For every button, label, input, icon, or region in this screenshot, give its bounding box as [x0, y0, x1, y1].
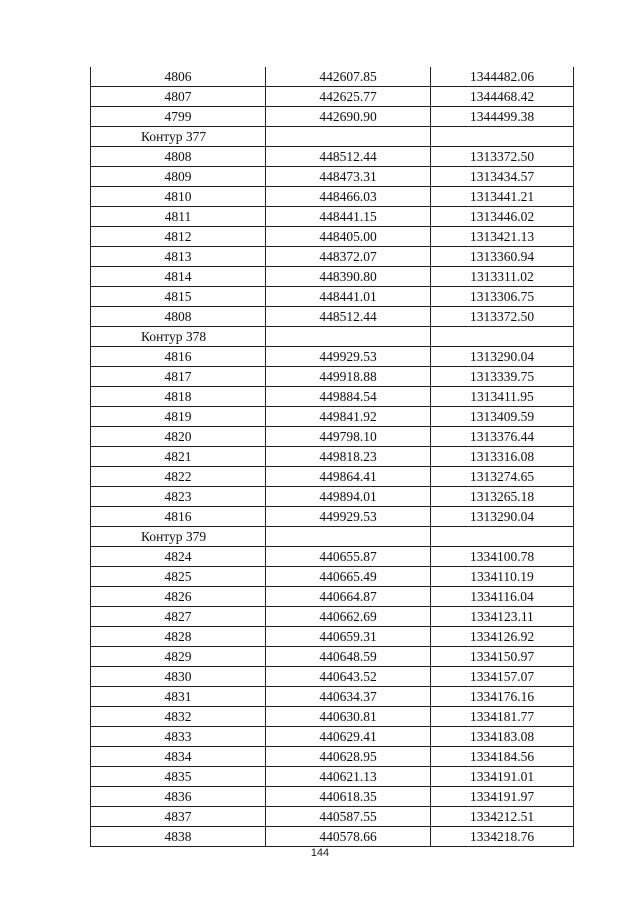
x-coordinate-cell: 448473.31 — [266, 167, 431, 187]
table-row — [91, 587, 574, 607]
y-coordinate-cell: 1313290.04 — [431, 347, 574, 367]
point-number-cell: 4806 — [91, 67, 266, 87]
x-coordinate-cell: 449884.54 — [266, 387, 431, 407]
table-row — [91, 647, 574, 667]
point-number-cell: 4819 — [91, 407, 266, 427]
coordinates-table — [90, 67, 574, 847]
table-row — [91, 247, 574, 267]
point-number-cell: 4833 — [91, 727, 266, 747]
y-coordinate-cell: 1334157.07 — [431, 667, 574, 687]
point-number-cell: 4815 — [91, 287, 266, 307]
table-row — [91, 567, 574, 587]
y-coordinate-cell: 1313411.95 — [431, 387, 574, 407]
point-number-cell: 4799 — [91, 107, 266, 127]
table-row — [91, 607, 574, 627]
x-coordinate-cell: 449929.53 — [266, 507, 431, 527]
y-coordinate-cell: 1313446.02 — [431, 207, 574, 227]
x-coordinate-cell: 449929.53 — [266, 347, 431, 367]
y-coordinate-cell: 1334181.77 — [431, 707, 574, 727]
y-coordinate-cell: 1313274.65 — [431, 467, 574, 487]
table-row — [91, 807, 574, 827]
x-coordinate-cell: 440643.52 — [266, 667, 431, 687]
point-number-cell: 4835 — [91, 767, 266, 787]
x-coordinate-cell: 449918.88 — [266, 367, 431, 387]
x-coordinate-cell: 440630.81 — [266, 707, 431, 727]
x-coordinate-cell: 440664.87 — [266, 587, 431, 607]
point-number-cell: 4838 — [91, 827, 266, 847]
y-coordinate-cell: 1313376.44 — [431, 427, 574, 447]
y-coordinate-cell: 1313265.18 — [431, 487, 574, 507]
table-row — [91, 227, 574, 247]
y-coordinate-cell: 1334110.19 — [431, 567, 574, 587]
table-row — [91, 167, 574, 187]
y-coordinate-cell: 1313434.57 — [431, 167, 574, 187]
table-row — [91, 267, 574, 287]
contour-header-row — [91, 327, 574, 347]
y-coordinate-cell: 1334116.04 — [431, 587, 574, 607]
table-row — [91, 447, 574, 467]
y-coordinate-cell: 1344499.38 — [431, 107, 574, 127]
y-coordinate-cell: 1344482.06 — [431, 67, 574, 87]
y-coordinate-cell: 1334100.78 — [431, 547, 574, 567]
y-coordinate-cell: 1313409.59 — [431, 407, 574, 427]
point-number-cell: 4811 — [91, 207, 266, 227]
x-coordinate-cell: 449864.41 — [266, 467, 431, 487]
contour-label: Контур 377 — [91, 127, 266, 147]
contour-header-row — [91, 527, 574, 547]
x-coordinate-cell: 440629.41 — [266, 727, 431, 747]
x-coordinate-cell: 440618.35 — [266, 787, 431, 807]
x-coordinate-cell: 440665.49 — [266, 567, 431, 587]
table-row — [91, 627, 574, 647]
table-row — [91, 547, 574, 567]
table-row — [91, 427, 574, 447]
point-number-cell: 4816 — [91, 347, 266, 367]
contour-label: Контур 378 — [91, 327, 266, 347]
x-coordinate-cell: 442607.85 — [266, 67, 431, 87]
page-number: 144 — [310, 847, 330, 859]
point-number-cell: 4808 — [91, 307, 266, 327]
x-coordinate-cell: 448441.01 — [266, 287, 431, 307]
point-number-cell: 4831 — [91, 687, 266, 707]
table-row — [91, 707, 574, 727]
y-coordinate-cell: 1313306.75 — [431, 287, 574, 307]
x-coordinate-cell: 440578.66 — [266, 827, 431, 847]
point-number-cell: 4825 — [91, 567, 266, 587]
y-coordinate-cell: 1313372.50 — [431, 147, 574, 167]
point-number-cell: 4821 — [91, 447, 266, 467]
y-coordinate-cell: 1313339.75 — [431, 367, 574, 387]
y-coordinate-cell: 1334218.76 — [431, 827, 574, 847]
y-coordinate-cell: 1334123.11 — [431, 607, 574, 627]
y-coordinate-cell: 1313441.21 — [431, 187, 574, 207]
y-coordinate-cell: 1334191.97 — [431, 787, 574, 807]
x-coordinate-cell: 440655.87 — [266, 547, 431, 567]
table-row — [91, 347, 574, 367]
table-row — [91, 687, 574, 707]
x-coordinate-cell: 442690.90 — [266, 107, 431, 127]
y-coordinate-cell: 1334176.16 — [431, 687, 574, 707]
y-coordinate-cell: 1313372.50 — [431, 307, 574, 327]
y-coordinate-cell: 1344468.42 — [431, 87, 574, 107]
y-coordinate-cell: 1334191.01 — [431, 767, 574, 787]
point-number-cell: 4809 — [91, 167, 266, 187]
x-coordinate-cell: 440662.69 — [266, 607, 431, 627]
x-coordinate-cell: 449894.01 — [266, 487, 431, 507]
point-number-cell: 4826 — [91, 587, 266, 607]
x-coordinate-cell: 442625.77 — [266, 87, 431, 107]
point-number-cell: 4807 — [91, 87, 266, 107]
x-coordinate-cell: 440628.95 — [266, 747, 431, 767]
point-number-cell: 4816 — [91, 507, 266, 527]
point-number-cell: 4837 — [91, 807, 266, 827]
table-row — [91, 287, 574, 307]
x-coordinate-cell: 449818.23 — [266, 447, 431, 467]
point-number-cell: 4810 — [91, 187, 266, 207]
x-coordinate-cell: 449841.92 — [266, 407, 431, 427]
point-number-cell: 4832 — [91, 707, 266, 727]
table-row — [91, 387, 574, 407]
x-coordinate-cell: 448405.00 — [266, 227, 431, 247]
y-coordinate-cell: 1334184.56 — [431, 747, 574, 767]
y-coordinate-cell: 1313421.13 — [431, 227, 574, 247]
coordinates-table-body — [91, 67, 574, 847]
empty-cell — [266, 127, 431, 147]
x-coordinate-cell: 449798.10 — [266, 427, 431, 447]
point-number-cell: 4813 — [91, 247, 266, 267]
table-row — [91, 727, 574, 747]
table-row — [91, 67, 574, 87]
point-number-cell: 4817 — [91, 367, 266, 387]
x-coordinate-cell: 448372.07 — [266, 247, 431, 267]
table-row — [91, 787, 574, 807]
table-row — [91, 467, 574, 487]
point-number-cell: 4818 — [91, 387, 266, 407]
x-coordinate-cell: 448466.03 — [266, 187, 431, 207]
table-row — [91, 187, 574, 207]
y-coordinate-cell: 1334150.97 — [431, 647, 574, 667]
y-coordinate-cell: 1313290.04 — [431, 507, 574, 527]
table-row — [91, 487, 574, 507]
table-row — [91, 147, 574, 167]
y-coordinate-cell: 1334212.51 — [431, 807, 574, 827]
table-row — [91, 747, 574, 767]
empty-cell — [266, 327, 431, 347]
point-number-cell: 4834 — [91, 747, 266, 767]
point-number-cell: 4827 — [91, 607, 266, 627]
y-coordinate-cell: 1313311.02 — [431, 267, 574, 287]
point-number-cell: 4824 — [91, 547, 266, 567]
point-number-cell: 4829 — [91, 647, 266, 667]
table-row — [91, 87, 574, 107]
x-coordinate-cell: 448390.80 — [266, 267, 431, 287]
empty-cell — [431, 327, 574, 347]
x-coordinate-cell: 440621.13 — [266, 767, 431, 787]
x-coordinate-cell: 448512.44 — [266, 147, 431, 167]
contour-label: Контур 379 — [91, 527, 266, 547]
x-coordinate-cell: 448512.44 — [266, 307, 431, 327]
contour-header-row — [91, 127, 574, 147]
point-number-cell: 4820 — [91, 427, 266, 447]
point-number-cell: 4822 — [91, 467, 266, 487]
table-row — [91, 207, 574, 227]
table-row — [91, 407, 574, 427]
point-number-cell: 4808 — [91, 147, 266, 167]
table-row — [91, 307, 574, 327]
point-number-cell: 4836 — [91, 787, 266, 807]
point-number-cell: 4814 — [91, 267, 266, 287]
y-coordinate-cell: 1334183.08 — [431, 727, 574, 747]
point-number-cell: 4823 — [91, 487, 266, 507]
x-coordinate-cell: 440634.37 — [266, 687, 431, 707]
y-coordinate-cell: 1334126.92 — [431, 627, 574, 647]
y-coordinate-cell: 1313316.08 — [431, 447, 574, 467]
table-row — [91, 507, 574, 527]
point-number-cell: 4812 — [91, 227, 266, 247]
empty-cell — [266, 527, 431, 547]
table-row — [91, 667, 574, 687]
empty-cell — [431, 527, 574, 547]
x-coordinate-cell: 440648.59 — [266, 647, 431, 667]
table-row — [91, 107, 574, 127]
empty-cell — [431, 127, 574, 147]
table-row — [91, 367, 574, 387]
table-row — [91, 827, 574, 847]
y-coordinate-cell: 1313360.94 — [431, 247, 574, 267]
x-coordinate-cell: 440659.31 — [266, 627, 431, 647]
x-coordinate-cell: 448441.15 — [266, 207, 431, 227]
point-number-cell: 4828 — [91, 627, 266, 647]
x-coordinate-cell: 440587.55 — [266, 807, 431, 827]
point-number-cell: 4830 — [91, 667, 266, 687]
table-row — [91, 767, 574, 787]
